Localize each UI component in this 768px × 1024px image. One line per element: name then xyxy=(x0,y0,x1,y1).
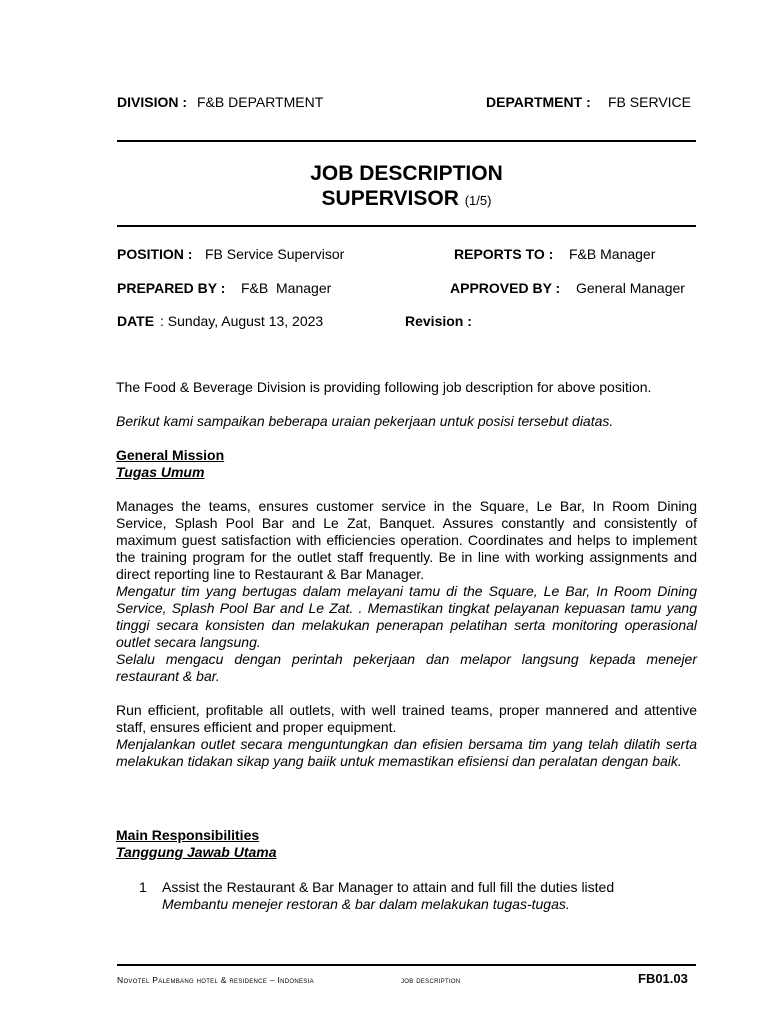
revision-label: Revision : xyxy=(405,313,472,329)
mission-paragraph2-en: Run efficient, profitable all outlets, with well trained teams, proper mannered and attentive staff, ensures efficient and proper equipment. xyxy=(116,702,697,735)
date-label: DATE xyxy=(117,313,155,329)
responsibilities-heading: Main Responsibilities xyxy=(116,827,260,843)
prepared-by-label: PREPARED BY : xyxy=(117,280,226,296)
responsibilities-heading-id: Tanggung Jawab Utama xyxy=(116,844,277,860)
general-mission-heading-id: Tugas Umum xyxy=(116,464,205,480)
list-item-text-en: Assist the Restaurant & Bar Manager to attain and full fill the duties listed xyxy=(162,879,615,895)
position-label: POSITION : xyxy=(117,246,193,262)
mission-paragraph-en: Manages the teams, ensures customer service in the Square, Le Bar, In Room Dining Service, Splash Pool Bar and Le Zat, Banquet. Assures constantly and consistently of maximum guest satisfaction with efficiencies operation. Coordinates and helps to implement the training program for the outlet staff frequently. Be in line with working assignments and direct reporting line to Restaurant & Bar Manager. xyxy=(116,498,697,582)
list-item-text-id: Membantu menejer restoran & bar dalam melakukan tugas-tugas. xyxy=(162,896,570,912)
job-title: SUPERVISOR xyxy=(321,187,459,210)
date-value: : Sunday, August 13, 2023 xyxy=(160,313,324,329)
mission-paragraph-id-2: Selalu mengacu dengan perintah pekerjaan dan melapor langsung kepada menejer restaurant & bar. xyxy=(116,651,697,684)
header-rule xyxy=(117,140,696,142)
footer-rule xyxy=(117,964,696,966)
intro-id: Berikut kami sampaikan beberapa uraian pekerjaan untuk posisi tersebut diatas. xyxy=(116,413,614,429)
footer-doc: job description xyxy=(401,975,461,985)
mission-paragraph2-id: Menjalankan outlet secara menguntungkan dan efisien bersama tim yang telah dilatih serta melakukan tidakan sikap yang baiik untuk memastikan efisiensi dan peralatan dengan baik. xyxy=(116,736,697,769)
page-indicator: (1/5) xyxy=(464,193,492,208)
footer-hotel: Novotel Palembang hotel & residence – Indonesia xyxy=(117,975,314,985)
department-label: DEPARTMENT : xyxy=(486,94,591,110)
position-value: FB Service Supervisor xyxy=(205,246,345,262)
list-item-number: 1 xyxy=(139,879,147,895)
title-rule xyxy=(117,225,696,227)
doc-title: JOB DESCRIPTION xyxy=(310,162,503,185)
footer-code: FB01.03 xyxy=(638,971,688,986)
doc-subtitle xyxy=(117,187,696,211)
approved-by-label: APPROVED BY : xyxy=(450,280,561,296)
department-value: FB SERVICE xyxy=(608,94,691,110)
division-value: F&B DEPARTMENT xyxy=(197,94,324,110)
reports-to-value: F&B Manager xyxy=(569,246,656,262)
reports-to-label: REPORTS TO : xyxy=(454,246,554,262)
intro-en: The Food & Beverage Division is providing following job description for above position. xyxy=(116,379,652,395)
approved-by-value: General Manager xyxy=(576,280,685,296)
division-label: DIVISION : xyxy=(117,94,188,110)
prepared-by-value: F&B Manager xyxy=(241,280,332,296)
mission-paragraph-id: Mengatur tim yang bertugas dalam melayani tamu di the Square, Le Bar, In Room Dining Service, Splash Pool Bar and Le Zat. . Memastikan tingkat pelayanan kepuasan tamu yang tinggi secara konsisten dan melakukan penerapan pelatihan serta monitoring operasional outlet secara langsung. xyxy=(116,583,697,650)
general-mission-heading: General Mission xyxy=(116,447,225,463)
